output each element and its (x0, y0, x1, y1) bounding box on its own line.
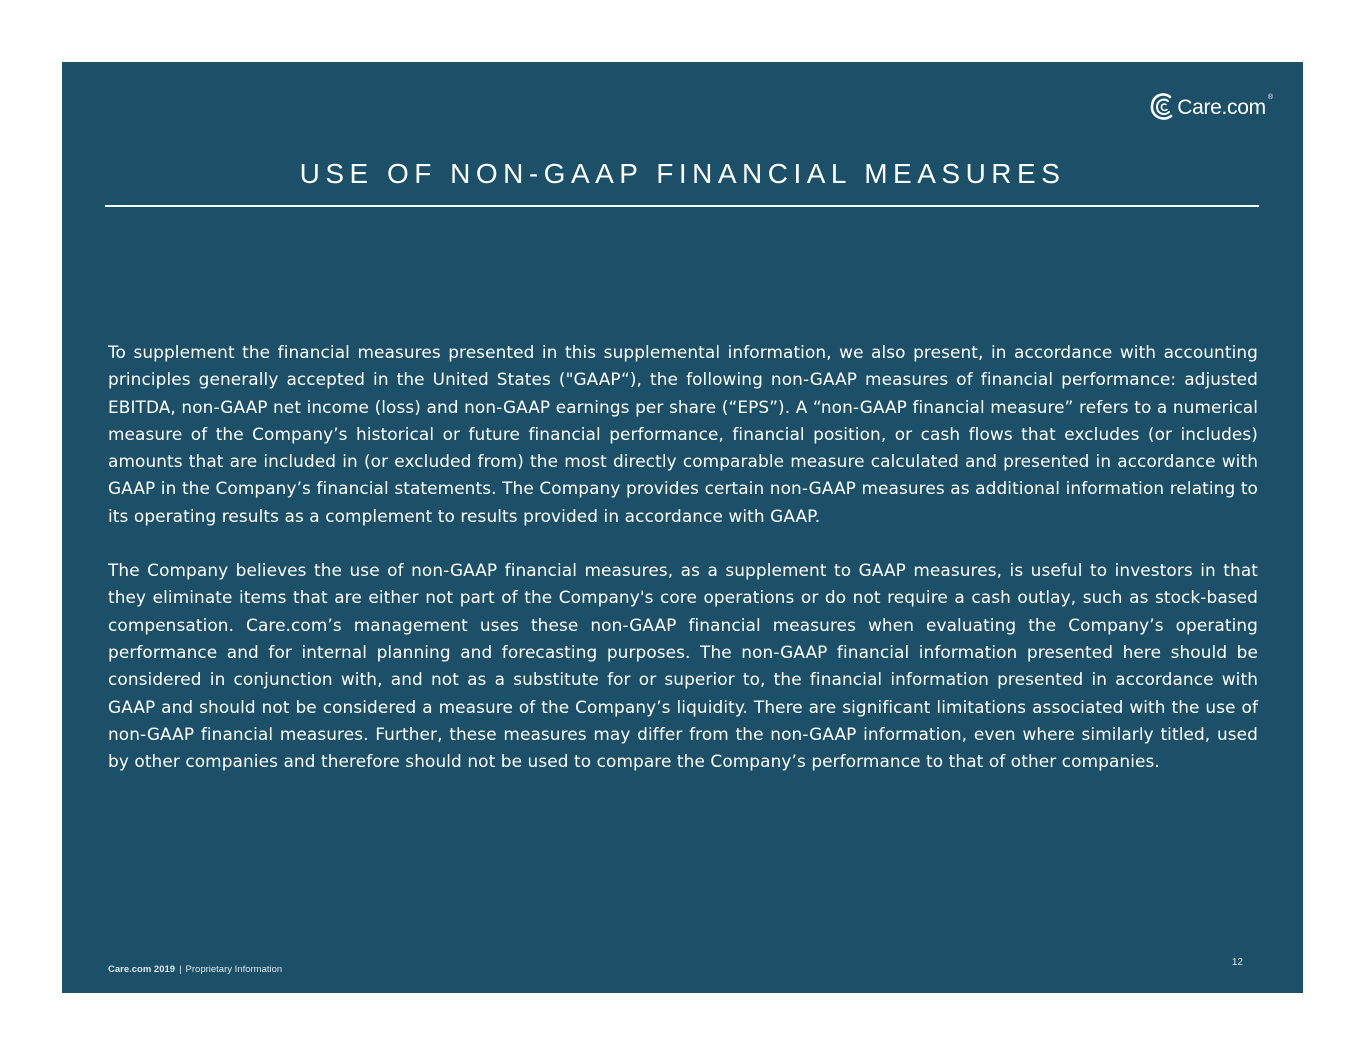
care-com-logo (1149, 92, 1273, 122)
logo-wordmark: Care.com (1177, 95, 1266, 119)
slide (62, 62, 1303, 993)
title-divider (105, 205, 1259, 207)
footer-note: Proprietary Information (185, 964, 283, 975)
body-text (108, 339, 1258, 775)
footer (108, 964, 282, 975)
page-title: USE OF NON-GAAP FINANCIAL MEASURES (299, 158, 1066, 189)
page-number: 12 (1231, 957, 1243, 968)
registered-mark: ® (1267, 94, 1273, 101)
footer-brand: Care.com 2019 (108, 964, 176, 975)
footer-separator: | (179, 964, 182, 975)
paragraph-usefulness: The Company believes the use of non-GAAP financial measures, as a supplement to GAAP measures, is useful to investors in that they eliminate items that are either not part of the Company's core operations or do not require a cash outlay, such as stock-based compensation. Care.com’s management uses these non-GAAP financial measures when evaluating the Company’s operating performance and for internal planning and forecasting purposes. The non-GAAP financial information presented here should be considered in conjunction with, and not as a substitute for or superior to, the financial information presented in accordance with GAAP and should not be considered a measure of the Company’s liquidity. There are significant limitations associated with the use of non-GAAP financial measures. Further, these measures may differ from the non-GAAP information, even where similarly titled, used by other companies and therefore should not be used to compare the Company’s performance to that of other companies. (108, 560, 1258, 772)
paragraph-definition: To supplement the financial measures presented in this supplemental information, we also present, in accordance with accounting principles generally accepted in the United States ("GAAP“), the following non-GAAP measures of financial performance: adjusted EBITDA, non-GAAP net income (loss) and non-GAAP earnings per share (“EPS”). A “non-GAAP financial measure” refers to a numerical measure of the Company’s historical or future financial performance, financial position, or cash flows that excludes (or includes) amounts that are included in (or excluded from) the most directly comparable measure calculated and presented in accordance with GAAP in the Company’s financial statements. The Company provides certain non-GAAP measures as additional information relating to its operating results as a complement to results provided in accordance with GAAP. (108, 342, 1258, 526)
care-swirl-icon (1149, 92, 1175, 122)
